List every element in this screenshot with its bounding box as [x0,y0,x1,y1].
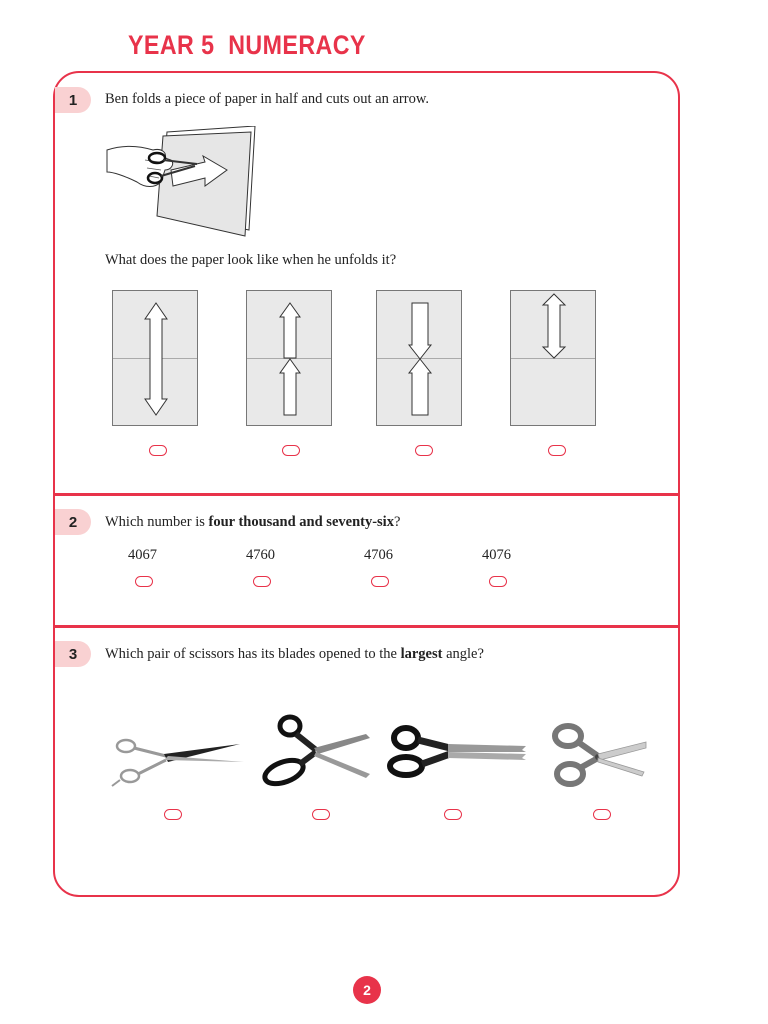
q1-option-d-panel [510,290,596,426]
meeting-arrows-icon [377,291,463,427]
folding-paper-illustration [105,126,265,238]
stacked-up-arrows-icon [247,291,333,427]
page-header [128,30,366,61]
q2-option-a-bubble[interactable] [135,576,153,587]
q2-option-c-label: 4706 [364,547,393,563]
header-subject: NUMERACY [228,30,366,60]
q2-option-a-label: 4067 [128,547,157,563]
q1-option-d-bubble[interactable] [548,445,566,456]
short-double-arrow-icon [511,291,597,427]
question-number-3: 3 [55,641,91,667]
grey-scissors-icon [548,720,648,792]
q1-option-b-bubble[interactable] [282,445,300,456]
q1-option-c-bubble[interactable] [415,445,433,456]
divider-1 [53,493,680,496]
question-1-prompt: Ben folds a piece of paper in half and cuts out an arrow. [105,91,429,107]
q1-option-a-bubble[interactable] [149,445,167,456]
q2-option-d-label: 4076 [482,547,511,563]
q3-option-a-bubble[interactable] [164,809,182,820]
q1-option-b-panel [246,290,332,426]
black-scissors-icon [260,712,376,788]
q2-option-d-bubble[interactable] [489,576,507,587]
pinking-shears-icon [386,722,528,782]
question-2-emphasis: four thousand and seventy-six [208,514,394,530]
q2-option-b-bubble[interactable] [253,576,271,587]
question-3-prompt: Which pair of scissors has its blades opened to the largest angle? [105,646,484,662]
question-number-2: 2 [55,509,91,535]
q1-option-c-panel [376,290,462,426]
q1-option-a-panel [112,290,198,426]
header-year: YEAR 5 [128,30,215,60]
question-1-subprompt: What does the paper look like when he unfolds it? [105,252,397,268]
silver-scissors-icon [106,728,246,792]
q3-option-c-bubble[interactable] [444,809,462,820]
q3-option-d-bubble[interactable] [593,809,611,820]
q3-option-b-bubble[interactable] [312,809,330,820]
question-3-emphasis: largest [400,646,443,662]
double-arrow-icon [113,291,199,427]
question-2-prompt: Which number is four thousand and seventy-six? [105,514,401,530]
page-number-badge: 2 [353,976,381,1004]
q2-option-c-bubble[interactable] [371,576,389,587]
divider-2 [53,625,680,628]
question-number-1: 1 [55,87,91,113]
q2-option-b-label: 4760 [246,547,275,563]
